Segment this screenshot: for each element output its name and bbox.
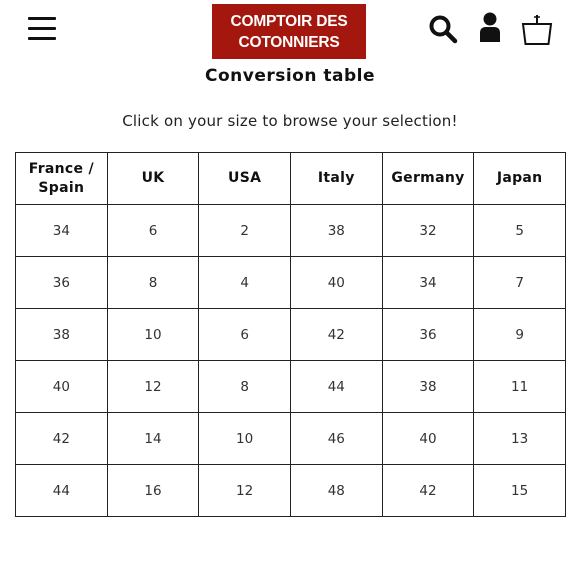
table-row <box>16 309 566 361</box>
size-cell[interactable]: 32 <box>382 205 474 257</box>
page-title-container <box>0 62 580 88</box>
size-cell[interactable]: 44 <box>16 465 108 517</box>
size-cell[interactable]: 13 <box>474 413 566 465</box>
page-subtitle: Click on your size to browse your selection! <box>122 112 458 130</box>
size-cell[interactable]: 44 <box>290 361 382 413</box>
size-cell[interactable]: 6 <box>199 309 291 361</box>
size-cell[interactable]: 40 <box>16 361 108 413</box>
menu-bar-line <box>28 37 56 40</box>
account-icon[interactable] <box>478 11 502 43</box>
table-row <box>16 361 566 413</box>
size-cell[interactable]: 36 <box>16 257 108 309</box>
size-cell[interactable]: 6 <box>107 205 199 257</box>
size-cell[interactable]: 38 <box>290 205 382 257</box>
size-cell[interactable]: 10 <box>107 309 199 361</box>
menu-bar-line <box>28 17 56 20</box>
size-cell[interactable]: 34 <box>16 205 108 257</box>
column-header-uk: UK <box>107 153 199 205</box>
size-cell[interactable]: 9 <box>474 309 566 361</box>
size-cell[interactable]: 46 <box>290 413 382 465</box>
size-cell[interactable]: 14 <box>107 413 199 465</box>
brand-logo[interactable] <box>212 4 366 59</box>
header-line: France / <box>28 160 94 177</box>
size-cell[interactable]: 36 <box>382 309 474 361</box>
size-cell[interactable]: 42 <box>16 413 108 465</box>
column-header-japan: Japan <box>474 153 566 205</box>
menu-bar-line <box>28 27 56 30</box>
page-title: Conversion table <box>204 66 376 86</box>
table-row <box>16 465 566 517</box>
size-cell[interactable]: 4 <box>199 257 291 309</box>
size-cell[interactable]: 34 <box>382 257 474 309</box>
logo-line-1: COMPTOIR DES <box>230 12 348 30</box>
size-cell[interactable]: 5 <box>474 205 566 257</box>
size-cell[interactable]: 38 <box>16 309 108 361</box>
column-header-germany: Germany <box>382 153 474 205</box>
table-row <box>16 257 566 309</box>
size-cell[interactable]: 15 <box>474 465 566 517</box>
size-cell[interactable]: 40 <box>290 257 382 309</box>
size-cell[interactable]: 2 <box>199 205 291 257</box>
search-icon[interactable] <box>428 14 458 44</box>
table-row <box>16 205 566 257</box>
size-cell[interactable]: 38 <box>382 361 474 413</box>
size-cell[interactable]: 11 <box>474 361 566 413</box>
size-cell[interactable]: 16 <box>107 465 199 517</box>
size-cell[interactable]: 10 <box>199 413 291 465</box>
header-line: Spain <box>38 179 85 196</box>
size-cell[interactable]: 7 <box>474 257 566 309</box>
table-row <box>16 413 566 465</box>
size-cell[interactable]: 42 <box>290 309 382 361</box>
size-cell[interactable]: 42 <box>382 465 474 517</box>
size-cell[interactable]: 8 <box>199 361 291 413</box>
column-header-italy: Italy <box>290 153 382 205</box>
logo-line-2: COTONNIERS <box>238 33 340 51</box>
shopping-bag-icon[interactable] <box>520 14 554 46</box>
table-header-row <box>16 153 566 205</box>
column-header-usa: USA <box>199 153 291 205</box>
hamburger-menu-icon[interactable] <box>28 16 56 42</box>
column-header-france-spain <box>16 153 108 205</box>
size-cell[interactable]: 40 <box>382 413 474 465</box>
size-cell[interactable]: 8 <box>107 257 199 309</box>
site-header <box>0 0 580 62</box>
size-conversion-table <box>15 152 566 517</box>
size-cell[interactable]: 12 <box>199 465 291 517</box>
size-cell[interactable]: 12 <box>107 361 199 413</box>
size-cell[interactable]: 48 <box>290 465 382 517</box>
